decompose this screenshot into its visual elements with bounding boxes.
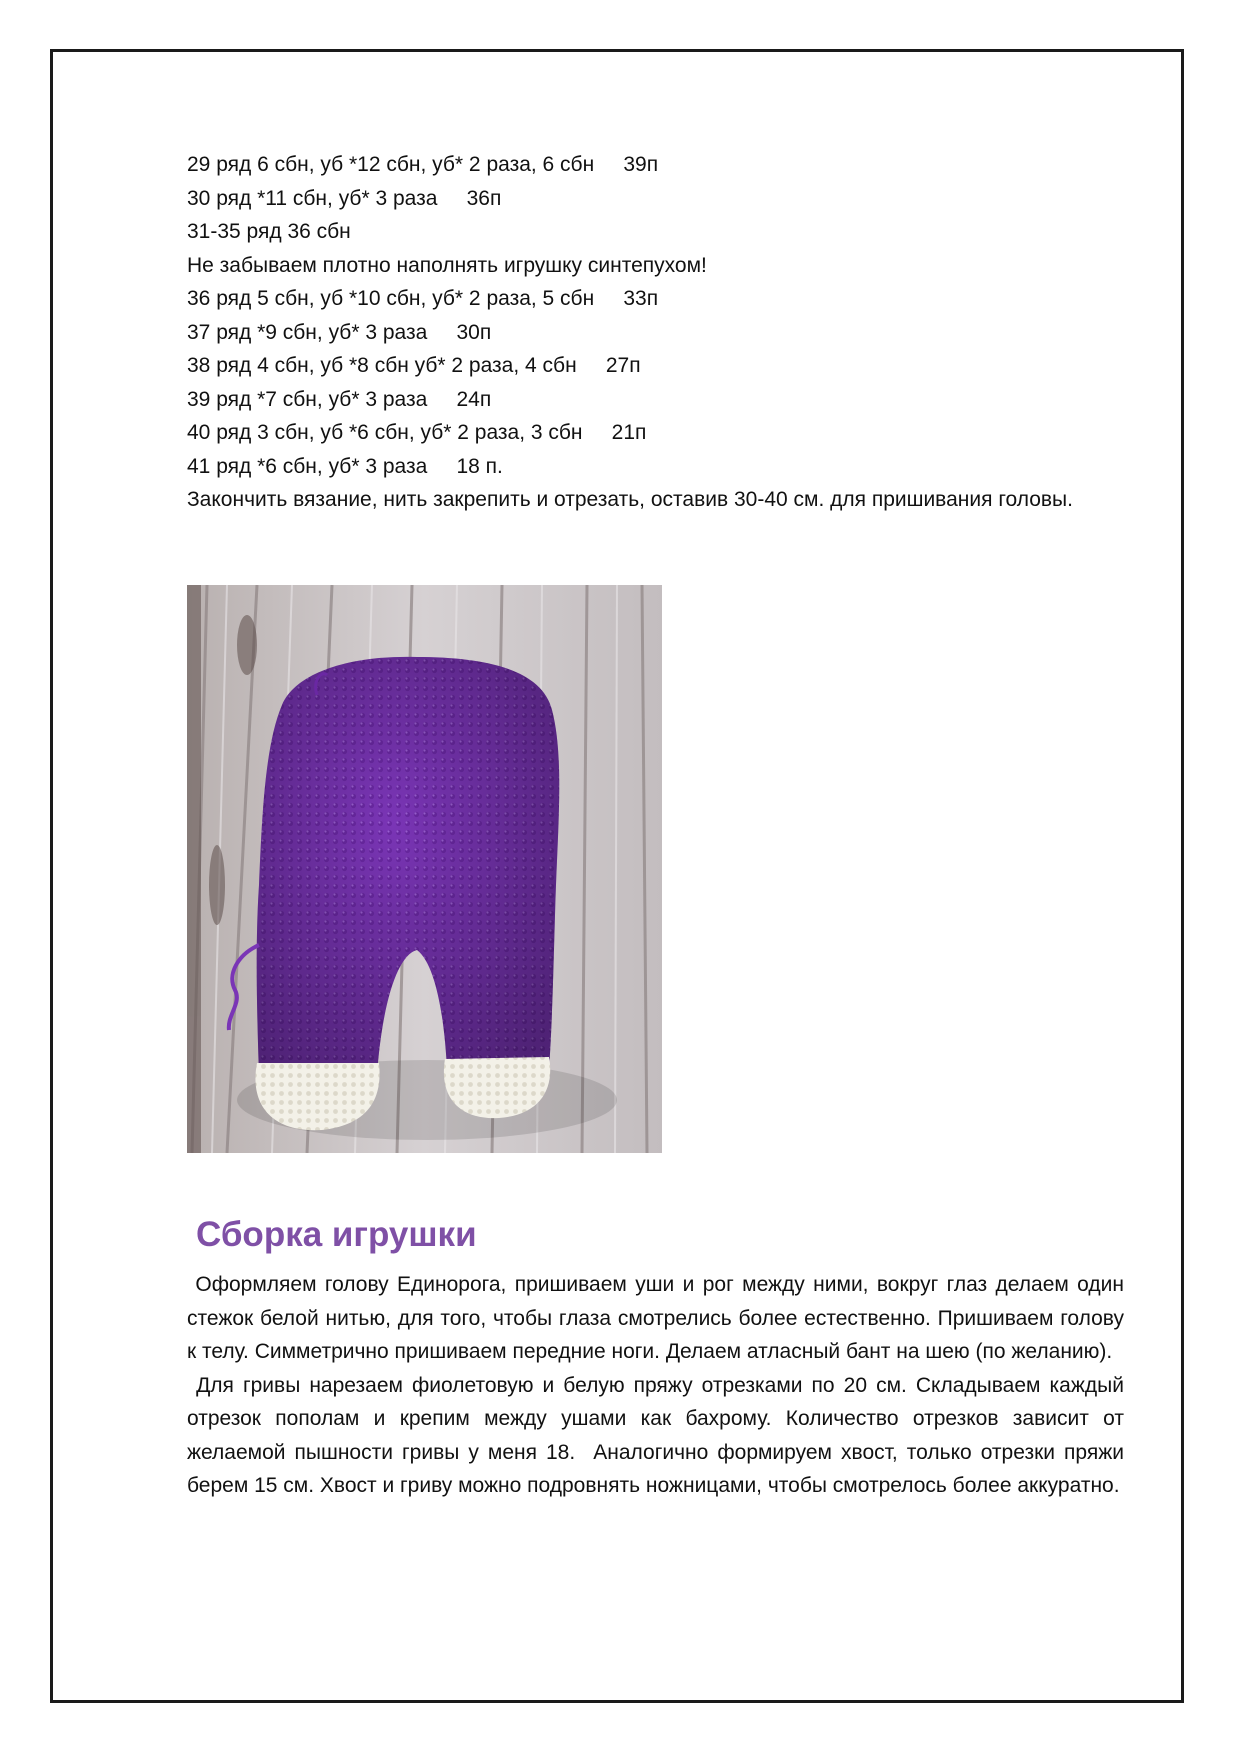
row-31-35: 31-35 ряд 36 сбн <box>187 220 351 243</box>
row-39: 39 ряд *7 сбн, уб* 3 раза 24п <box>187 387 492 411</box>
section-title: Сборка игрушки <box>196 1215 477 1254</box>
row-40: 40 ряд 3 сбн, уб *6 сбн, уб* 2 раза, 3 сбн 21п <box>187 421 647 444</box>
assembly-paragraph-2: Для гривы нарезаем фиолетовую и белую пряжу отрезками по 20 см. Складываем каждый отрезок пополам и крепим между ушами как бахрому. Количество отрезков зависит от желаемой пышности гривы у меня 18. Аналогично формируем хвост, только отрезки пряжи берем 15 см. Хвост и гриву можно подровнять ножницами, чтобы смотрелось более аккуратно. <box>187 1373 1130 1497</box>
row-37: 37 ряд *9 сбн, уб* 3 раза 30п <box>187 320 492 344</box>
finish-instructions: Закончить вязание, нить закрепить и отрезать, оставив 30-40 см. для пришивания головы. <box>187 488 1073 511</box>
stuffing-note: Не забываем плотно наполнять игрушку синтепухом! <box>187 253 707 277</box>
row-36: 36 ряд 5 сбн, уб *10 сбн, уб* 2 раза, 5 сбн 33п <box>187 287 659 310</box>
crochet-body-photo <box>187 585 662 1153</box>
assembly-paragraph-1: Оформляем голову Единорога, пришиваем уши и рог между ними, вокруг глаз делаем один стежок белой нитью, для того, чтобы глаза смотрелись более естественно. Пришиваем голову к телу. Симметрично пришиваем передние ноги. Делаем атласный бант на шею (по желанию). <box>187 1273 1130 1363</box>
row-38: 38 ряд 4 сбн, уб *8 сбн уб* 2 раза, 4 сбн 27п <box>187 354 641 377</box>
pattern-text <box>187 148 1124 517</box>
row-41: 41 ряд *6 сбн, уб* 3 раза 18 п. <box>187 454 503 478</box>
assembly-instructions <box>187 1268 1130 1503</box>
row-list <box>187 148 1124 483</box>
row-30: 30 ряд *11 сбн, уб* 3 раза 36п <box>187 186 502 210</box>
row-29: 29 ряд 6 сбн, уб *12 сбн, уб* 2 раза, 6 сбн 39п <box>187 153 659 176</box>
